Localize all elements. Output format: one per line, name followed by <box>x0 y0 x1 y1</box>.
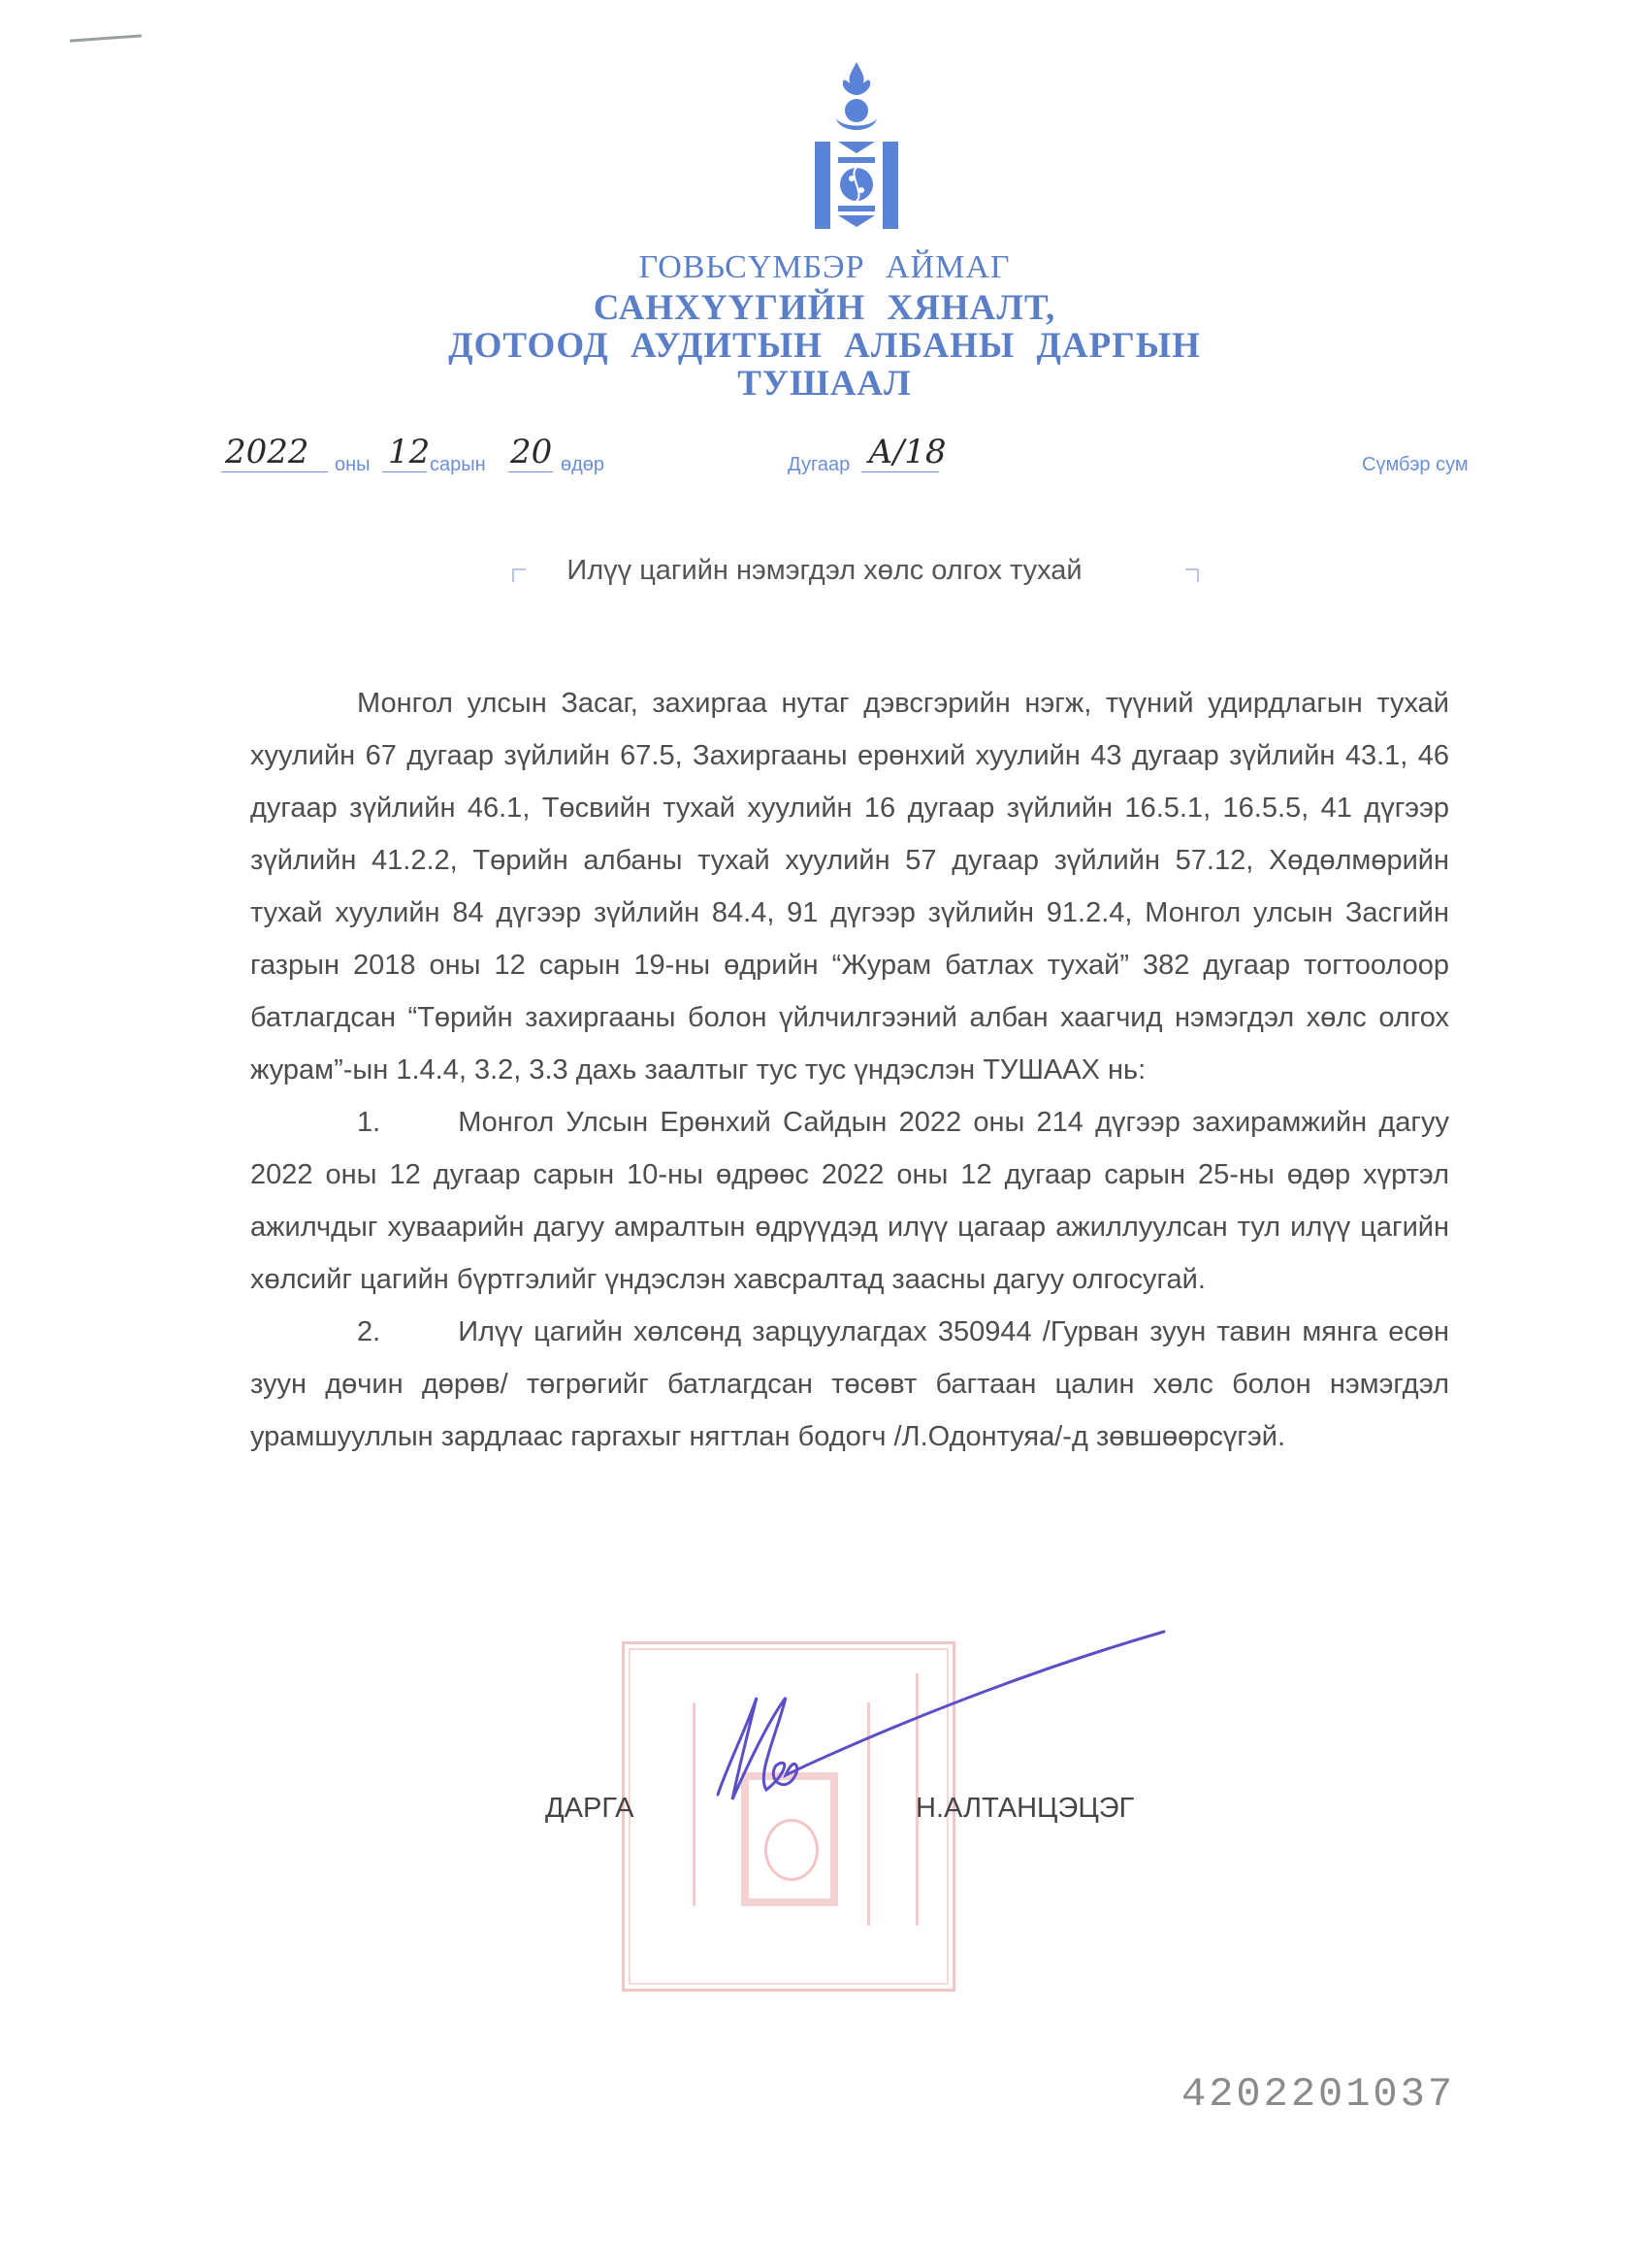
header-province: ГОВЬСҮМБЭР АЙМАГ <box>638 249 1011 285</box>
order-item-1 <box>250 1096 1449 1306</box>
header-doc-type: ТУШААЛ <box>737 364 912 404</box>
header-org-line1: САНХҮҮГИЙН ХЯНАЛТ, <box>593 288 1056 328</box>
signatory-name: Н.АЛТАНЦЭЦЭГ <box>916 1793 1135 1824</box>
handwritten-day: 20 <box>510 433 553 471</box>
scan-artifact-mark <box>70 34 142 42</box>
subject-bracket-right <box>1185 568 1199 582</box>
handwritten-month: 12 <box>388 433 431 471</box>
date-number-row <box>0 433 1649 483</box>
order-item-text: Монгол Улсын Ерөнхий Сайдын 2022 оны 214 дүгээр захирамжийн дагуу 2022 оны 12 дугаар сарын 10-ны өдрөөс 2022 оны 12 дугаар сарын 25-ны өдөр хүртэл ажилчдыг хуваарийн дагуу амралтын өдрүүдэд илүү цагаар ажиллуулсан тул илүү цагийн хөлсийг цагийн бүртгэлийг үндэслэн хавсралтад заасны дагуу олгосугай. <box>250 1107 1449 1295</box>
year-label: оны <box>335 454 371 475</box>
document-body <box>250 677 1449 1463</box>
place-label: Сүмбэр сум <box>1362 454 1469 475</box>
handwritten-year: 2022 <box>225 433 309 471</box>
year-underline <box>221 471 328 472</box>
order-item-number: 2. <box>357 1316 381 1347</box>
month-label: сарын <box>430 454 486 475</box>
month-underline <box>382 471 427 472</box>
header-organization <box>0 289 1649 403</box>
document-subject: Илүү цагийн нэмэгдэл хөлс олгох тухай <box>566 555 1083 586</box>
serial-number-stamp: 4202201037 <box>1181 2071 1456 2118</box>
signatory-title: ДАРГА <box>545 1793 634 1824</box>
number-label: Дугаар <box>788 454 851 475</box>
day-underline <box>508 471 553 472</box>
order-item-2 <box>250 1306 1449 1463</box>
preamble-paragraph: Монгол улсын Засаг, захиргаа нутаг дэвсгэрийн нэгж, түүний удирдлагын тухай хуулийн 67 дугаар зүйлийн 67.5, Захиргааны ерөнхий хуулийн 43 дугаар зүйлийн 43.1, 46 дугаар зүйлийн 46.1, Төсвийн тухай хуулийн 16 дугаар зүйлийн 16.5.1, 16.5.5, 41 дүгээр зүйлийн 41.2.2, Төрийн албаны тухай хуулийн 57 дугаар зүйлийн 57.12, Хөдөлмөрийн тухай хуулийн 84 дүгээр зүйлийн 84.4, 91 дүгээр зүйлийн 91.2.4, Монгол улсын Засгийн газрын 2018 оны 12 сарын 19-ны өдрийн “Журам батлах тухай” 382 дугаар тогтоолоор батлагдсан “Төрийн захиргааны болон үйлчилгээний албан хаагчид нэмэгдэл хөлс олгох журам”-ын 1.4.4, 3.2, 3.3 дахь заалтыг тус тус үндэслэн ТУШААХ нь: <box>250 688 1449 1085</box>
order-item-number: 1. <box>357 1107 381 1138</box>
order-item-text: Илүү цагийн хөлсөнд зарцуулагдах 350944 /Гурван зуун тавин мянга есөн зуун дөчин дөрөв/ төгрөгийг батлагдсан төсөвт багтаан цалин хөлс болон нэмэгдэл урамшууллын зардлаас гаргахыг нягтлан бодогч /Л.Одонтуяа/-д зөвшөөрсүгэй. <box>250 1316 1449 1452</box>
header-org-line2: ДОТООД АУДИТЫН АЛБАНЫ ДАРГЫН <box>448 326 1201 366</box>
number-underline <box>861 471 939 472</box>
day-label: өдөр <box>561 454 605 475</box>
handwritten-doc-number: А/18 <box>868 433 947 471</box>
soyombo-emblem-icon <box>813 60 900 233</box>
